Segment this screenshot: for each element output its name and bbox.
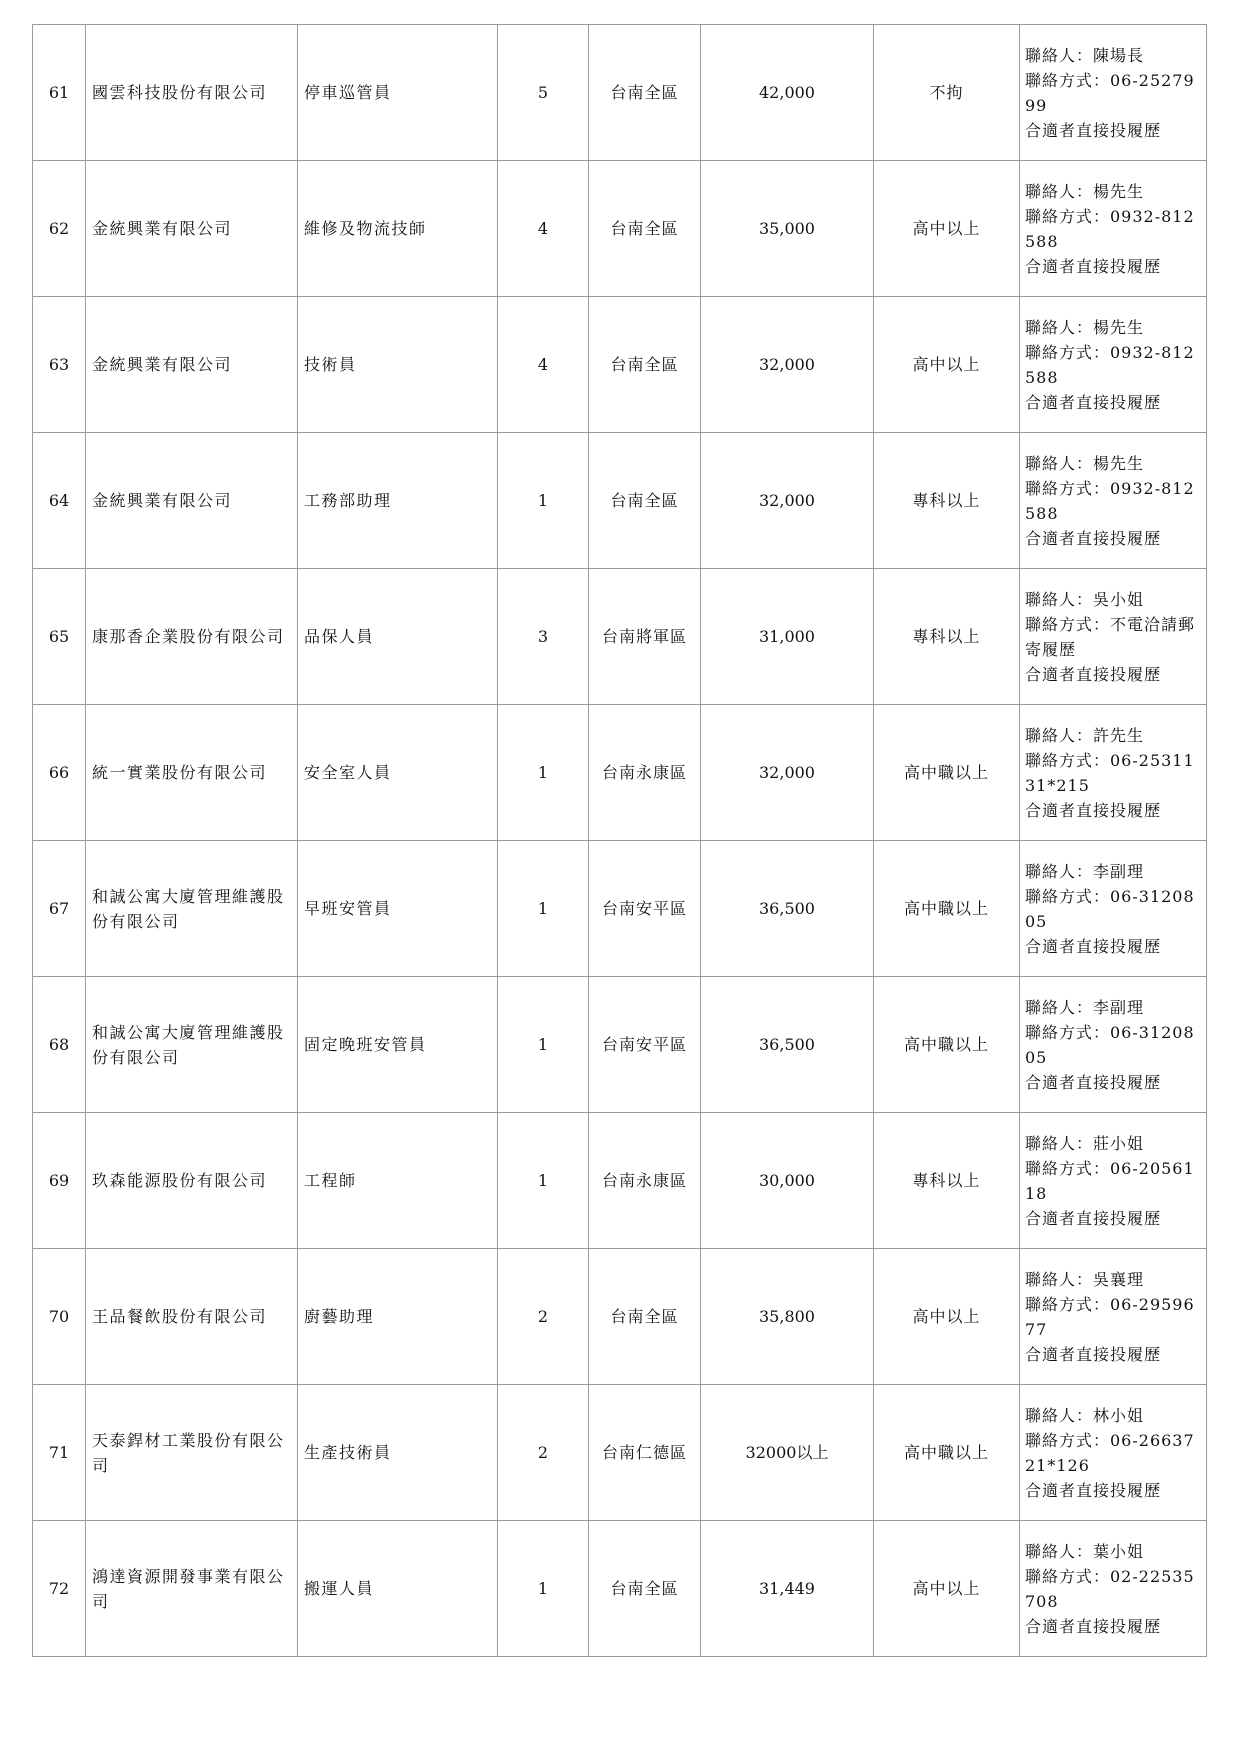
work-area: 台南永康區 <box>589 1113 701 1249</box>
contact-method: 聯絡方式：06-3120805 <box>1025 886 1195 931</box>
salary: 36,500 <box>701 977 874 1113</box>
contact-person: 聯絡人：許先生 <box>1025 725 1145 745</box>
contact-note: 合適者直接投履歷 <box>1025 1072 1162 1092</box>
openings-count: 1 <box>498 433 589 569</box>
contact-info <box>1020 25 1207 161</box>
table-row <box>33 433 1207 569</box>
openings-count: 5 <box>498 25 589 161</box>
salary: 32,000 <box>701 705 874 841</box>
education-requirement: 專科以上 <box>874 433 1020 569</box>
table-row <box>33 161 1207 297</box>
contact-person: 聯絡人：李副理 <box>1025 861 1145 881</box>
contact-method: 聯絡方式：06-2527999 <box>1025 70 1195 115</box>
contact-note: 合適者直接投履歷 <box>1025 1344 1162 1364</box>
contact-note: 合適者直接投履歷 <box>1025 1616 1162 1636</box>
salary: 35,000 <box>701 161 874 297</box>
company-name: 和誠公寓大廈管理維護股份有限公司 <box>86 977 298 1113</box>
education-requirement: 專科以上 <box>874 1113 1020 1249</box>
company-name: 金統興業有限公司 <box>86 433 298 569</box>
contact-method: 聯絡方式：06-3120805 <box>1025 1022 1195 1067</box>
contact-info <box>1020 841 1207 977</box>
row-number: 64 <box>33 433 86 569</box>
education-requirement: 高中以上 <box>874 297 1020 433</box>
job-title: 生產技術員 <box>298 1385 498 1521</box>
openings-count: 4 <box>498 297 589 433</box>
job-title: 維修及物流技師 <box>298 161 498 297</box>
work-area: 台南全區 <box>589 433 701 569</box>
contact-person: 聯絡人：陳場長 <box>1025 45 1145 65</box>
row-number: 66 <box>33 705 86 841</box>
work-area: 台南仁德區 <box>589 1385 701 1521</box>
contact-person: 聯絡人：楊先生 <box>1025 453 1145 473</box>
contact-method: 聯絡方式：0932-812588 <box>1025 206 1195 251</box>
contact-note: 合適者直接投履歷 <box>1025 664 1162 684</box>
salary: 42,000 <box>701 25 874 161</box>
contact-info <box>1020 977 1207 1113</box>
work-area: 台南全區 <box>589 297 701 433</box>
openings-count: 2 <box>498 1385 589 1521</box>
job-title: 搬運人員 <box>298 1521 498 1657</box>
table-row <box>33 1521 1207 1657</box>
work-area: 台南將軍區 <box>589 569 701 705</box>
work-area: 台南全區 <box>589 1521 701 1657</box>
salary: 36,500 <box>701 841 874 977</box>
openings-count: 1 <box>498 1113 589 1249</box>
contact-note: 合適者直接投履歷 <box>1025 392 1162 412</box>
contact-info <box>1020 1385 1207 1521</box>
contact-method: 聯絡方式：0932-812588 <box>1025 342 1195 387</box>
row-number: 68 <box>33 977 86 1113</box>
contact-info <box>1020 297 1207 433</box>
contact-note: 合適者直接投履歷 <box>1025 1480 1162 1500</box>
company-name: 鴻達資源開發事業有限公司 <box>86 1521 298 1657</box>
openings-count: 1 <box>498 977 589 1113</box>
contact-method: 聯絡方式：06-2959677 <box>1025 1294 1195 1339</box>
openings-count: 3 <box>498 569 589 705</box>
company-name: 王品餐飲股份有限公司 <box>86 1249 298 1385</box>
education-requirement: 高中以上 <box>874 161 1020 297</box>
contact-method: 聯絡方式：不電洽請郵寄履歷 <box>1025 614 1196 659</box>
education-requirement: 高中職以上 <box>874 1385 1020 1521</box>
salary: 31,449 <box>701 1521 874 1657</box>
work-area: 台南安平區 <box>589 841 701 977</box>
contact-info <box>1020 1521 1207 1657</box>
row-number: 67 <box>33 841 86 977</box>
contact-note: 合適者直接投履歷 <box>1025 1208 1162 1228</box>
row-number: 63 <box>33 297 86 433</box>
company-name: 國雲科技股份有限公司 <box>86 25 298 161</box>
contact-info <box>1020 161 1207 297</box>
table-row <box>33 297 1207 433</box>
row-number: 65 <box>33 569 86 705</box>
contact-person: 聯絡人：林小姐 <box>1025 1405 1145 1425</box>
job-title: 品保人員 <box>298 569 498 705</box>
salary: 32,000 <box>701 433 874 569</box>
contact-info <box>1020 1113 1207 1249</box>
contact-note: 合適者直接投履歷 <box>1025 528 1162 548</box>
work-area: 台南全區 <box>589 1249 701 1385</box>
job-title: 停車巡管員 <box>298 25 498 161</box>
contact-person: 聯絡人：楊先生 <box>1025 317 1145 337</box>
table-row <box>33 25 1207 161</box>
table-row <box>33 1113 1207 1249</box>
contact-note: 合適者直接投履歷 <box>1025 256 1162 276</box>
company-name: 和誠公寓大廈管理維護股份有限公司 <box>86 841 298 977</box>
company-name: 金統興業有限公司 <box>86 161 298 297</box>
table-row <box>33 1249 1207 1385</box>
job-rows <box>33 25 1207 1657</box>
company-name: 統一實業股份有限公司 <box>86 705 298 841</box>
contact-method: 聯絡方式：06-2531131*215 <box>1025 750 1195 795</box>
work-area: 台南全區 <box>589 161 701 297</box>
table-row <box>33 705 1207 841</box>
education-requirement: 高中職以上 <box>874 977 1020 1113</box>
education-requirement: 不拘 <box>874 25 1020 161</box>
row-number: 61 <box>33 25 86 161</box>
education-requirement: 專科以上 <box>874 569 1020 705</box>
salary: 35,800 <box>701 1249 874 1385</box>
contact-person: 聯絡人：吳小姐 <box>1025 589 1145 609</box>
company-name: 金統興業有限公司 <box>86 297 298 433</box>
work-area: 台南安平區 <box>589 977 701 1113</box>
contact-info <box>1020 569 1207 705</box>
contact-note: 合適者直接投履歷 <box>1025 120 1162 140</box>
salary: 31,000 <box>701 569 874 705</box>
job-listing-table <box>32 24 1207 1657</box>
education-requirement: 高中職以上 <box>874 705 1020 841</box>
openings-count: 4 <box>498 161 589 297</box>
job-title: 工務部助理 <box>298 433 498 569</box>
company-name: 玖森能源股份有限公司 <box>86 1113 298 1249</box>
table-row <box>33 569 1207 705</box>
job-listing-page <box>32 24 1206 1657</box>
salary: 32,000 <box>701 297 874 433</box>
openings-count: 2 <box>498 1249 589 1385</box>
openings-count: 1 <box>498 841 589 977</box>
row-number: 62 <box>33 161 86 297</box>
job-title: 工程師 <box>298 1113 498 1249</box>
job-title: 早班安管員 <box>298 841 498 977</box>
contact-person: 聯絡人：葉小姐 <box>1025 1541 1145 1561</box>
row-number: 69 <box>33 1113 86 1249</box>
contact-method: 聯絡方式：02-22535708 <box>1025 1566 1195 1611</box>
table-row <box>33 977 1207 1113</box>
contact-person: 聯絡人：李副理 <box>1025 997 1145 1017</box>
work-area: 台南永康區 <box>589 705 701 841</box>
education-requirement: 高中以上 <box>874 1249 1020 1385</box>
table-row <box>33 841 1207 977</box>
company-name: 天泰銲材工業股份有限公司 <box>86 1385 298 1521</box>
education-requirement: 高中以上 <box>874 1521 1020 1657</box>
contact-info <box>1020 705 1207 841</box>
contact-info <box>1020 433 1207 569</box>
work-area: 台南全區 <box>589 25 701 161</box>
contact-note: 合適者直接投履歷 <box>1025 936 1162 956</box>
contact-person: 聯絡人：楊先生 <box>1025 181 1145 201</box>
contact-info <box>1020 1249 1207 1385</box>
row-number: 71 <box>33 1385 86 1521</box>
contact-person: 聯絡人：莊小姐 <box>1025 1133 1145 1153</box>
contact-note: 合適者直接投履歷 <box>1025 800 1162 820</box>
job-title: 廚藝助理 <box>298 1249 498 1385</box>
contact-person: 聯絡人：吳襄理 <box>1025 1269 1145 1289</box>
openings-count: 1 <box>498 705 589 841</box>
row-number: 72 <box>33 1521 86 1657</box>
salary: 32000以上 <box>701 1385 874 1521</box>
education-requirement: 高中職以上 <box>874 841 1020 977</box>
job-title: 安全室人員 <box>298 705 498 841</box>
job-title: 固定晚班安管員 <box>298 977 498 1113</box>
openings-count: 1 <box>498 1521 589 1657</box>
contact-method: 聯絡方式：06-2663721*126 <box>1025 1430 1195 1475</box>
company-name: 康那香企業股份有限公司 <box>86 569 298 705</box>
table-row <box>33 1385 1207 1521</box>
salary: 30,000 <box>701 1113 874 1249</box>
contact-method: 聯絡方式：0932-812588 <box>1025 478 1195 523</box>
job-title: 技術員 <box>298 297 498 433</box>
row-number: 70 <box>33 1249 86 1385</box>
contact-method: 聯絡方式：06-2056118 <box>1025 1158 1195 1203</box>
